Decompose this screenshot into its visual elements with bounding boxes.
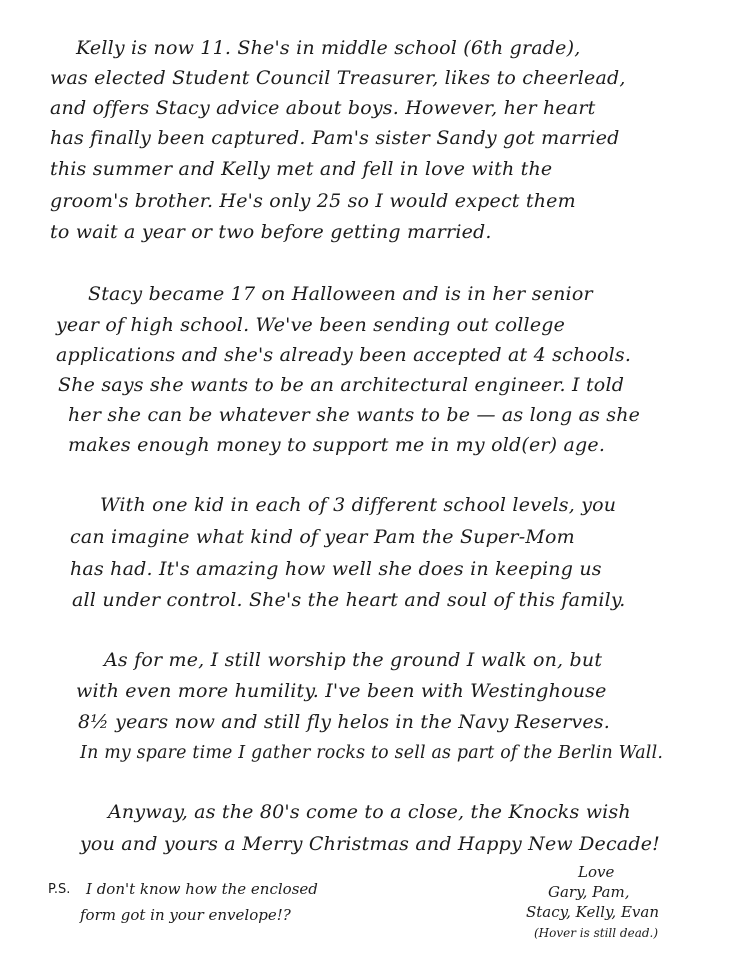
signature-names: Stacy, Kelly, Evan (526, 903, 659, 921)
signature-closing: Love (578, 863, 615, 881)
text-line: year of high school. We've been sending out college (56, 314, 566, 336)
text-line: was elected Student Council Treasurer, likes to cheerlead, (50, 67, 626, 89)
text-line: you and yours a Merry Christmas and Happy New Decade! (80, 833, 660, 855)
text-line: With one kid in each of 3 different school levels, you (100, 494, 617, 516)
text-line: In my spare time I gather rocks to sell as part of the Berlin Wall. (80, 743, 664, 763)
postscript-line: I don't know how the enclosed (86, 880, 318, 898)
text-line: her she can be whatever she wants to be — as long as she (68, 404, 641, 426)
signature-names: Gary, Pam, (548, 883, 630, 901)
text-line: groom's brother. He's only 25 so I would expect them (50, 190, 576, 212)
text-line: with even more humility. I've been with Westinghouse (76, 680, 607, 702)
text-line: all under control. She's the heart and soul of this family. (72, 589, 626, 611)
text-line: Kelly is now 11. She's in middle school (6th grade), (76, 37, 581, 59)
text-line: this summer and Kelly met and fell in love with the (50, 158, 553, 180)
text-line: has had. It's amazing how well she does in keeping us (70, 558, 602, 580)
signature-note: (Hover is still dead.) (534, 926, 659, 940)
text-line: to wait a year or two before getting married. (50, 221, 492, 243)
text-line: makes enough money to support me in my old(er) age. (68, 434, 606, 456)
text-line: As for me, I still worship the ground I walk on, but (104, 649, 603, 671)
text-line: has finally been captured. Pam's sister Sandy got married (50, 127, 620, 149)
postscript-line: form got in your envelope!? (80, 906, 291, 924)
text-line: 8½ years now and still fly helos in the Navy Reserves. (78, 711, 610, 733)
text-line: Stacy became 17 on Halloween and is in her senior (88, 283, 593, 305)
text-line: applications and she's already been accepted at 4 schools. (56, 344, 632, 366)
text-line: can imagine what kind of year Pam the Super-Mom (70, 526, 575, 548)
text-line: She says she wants to be an architectural engineer. I told (58, 374, 625, 396)
postscript-label: P.S. (48, 882, 71, 897)
text-line: Anyway, as the 80's come to a close, the Knocks wish (108, 801, 631, 823)
text-line: and offers Stacy advice about boys. However, her heart (50, 97, 596, 119)
